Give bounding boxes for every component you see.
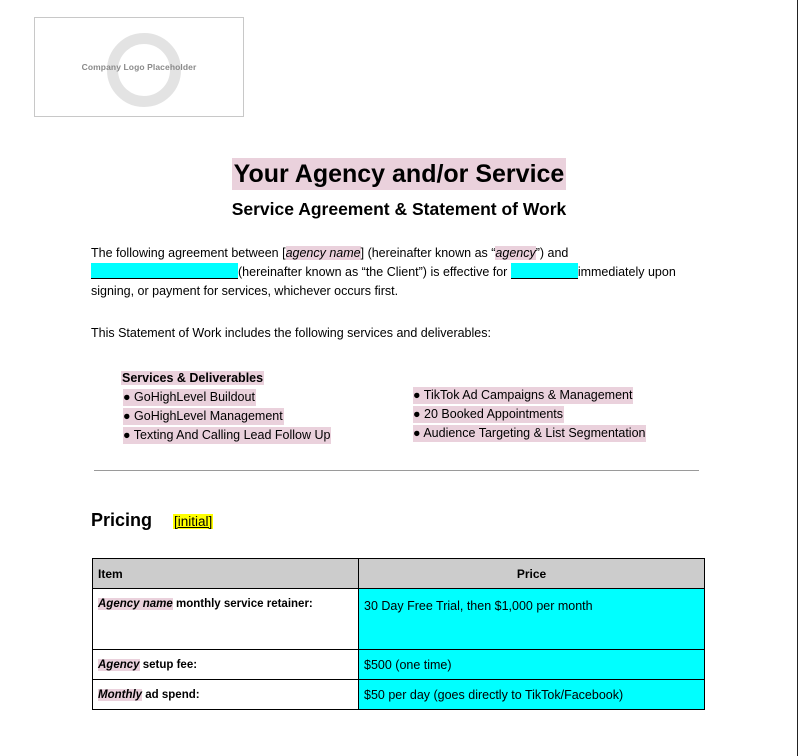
- item-lead: Agency name: [98, 598, 173, 610]
- item-rest: setup fee:: [139, 658, 198, 671]
- list-item: ● TikTok Ad Campaigns & Management: [413, 388, 633, 402]
- company-logo-placeholder: [34, 17, 244, 117]
- price-cell: 30 Day Free Trial, then $1,000 per month: [359, 589, 705, 650]
- intro-text-4: (hereinafter known as “the Client”) is effective for: [238, 265, 511, 279]
- list-item: ● GoHighLevel Management: [123, 409, 283, 423]
- agency-field: agency: [495, 246, 536, 260]
- list-item: ● Audience Targeting & List Segmentation: [413, 426, 646, 440]
- document-subtitle: Service Agreement & Statement of Work: [231, 199, 567, 219]
- item-column-header: Item: [93, 559, 359, 589]
- list-item: ● Texting And Calling Lead Follow Up: [123, 428, 331, 442]
- agency-name-field: agency name: [285, 246, 361, 260]
- item-rest: ad spend:: [142, 688, 200, 701]
- title-row: [0, 158, 798, 190]
- intro-text-5: immediately upon signing, or payment for services, whichever occurs first.: [91, 265, 676, 298]
- client-name-blank[interactable]: [91, 263, 238, 279]
- document-title: Your Agency and/or Service: [233, 160, 565, 188]
- table-row: [93, 589, 705, 650]
- intro-paragraph: [91, 244, 711, 301]
- effective-date-blank[interactable]: [511, 263, 578, 279]
- item-lead: Monthly: [98, 688, 143, 701]
- list-item: ● GoHighLevel Buildout: [123, 390, 255, 404]
- item-rest: monthly service retainer:: [172, 598, 313, 610]
- item-cell: [93, 650, 359, 680]
- table-header-row: [93, 559, 705, 589]
- table-row: [93, 650, 705, 680]
- item-cell: [93, 680, 359, 710]
- section-divider: [94, 470, 699, 471]
- services-list-right: [413, 387, 646, 444]
- sow-statement: This Statement of Work includes the following services and deliverables:: [91, 326, 491, 340]
- item-lead: Agency: [98, 658, 140, 671]
- subtitle-row: [0, 199, 798, 220]
- initial-field[interactable]: [initial]: [174, 514, 213, 529]
- intro-text-2: ] (hereinafter known as “: [360, 246, 496, 260]
- services-heading: Services & Deliverables: [122, 371, 264, 385]
- table-row: [93, 680, 705, 710]
- pricing-table: [92, 558, 705, 710]
- intro-text-1: The following agreement between [: [91, 246, 286, 260]
- price-cell: $500 (one time): [359, 650, 705, 680]
- list-item: ● 20 Booked Appointments: [413, 407, 564, 421]
- services-list-left: [123, 389, 331, 446]
- intro-text-3: ”) and: [535, 246, 569, 260]
- pricing-heading: Pricing: [91, 510, 153, 530]
- price-column-header: Price: [359, 559, 705, 589]
- logo-placeholder-text: Company Logo Placeholder: [81, 62, 197, 72]
- item-cell: [93, 589, 359, 650]
- price-cell: $50 per day (goes directly to TikTok/Facebook): [359, 680, 705, 710]
